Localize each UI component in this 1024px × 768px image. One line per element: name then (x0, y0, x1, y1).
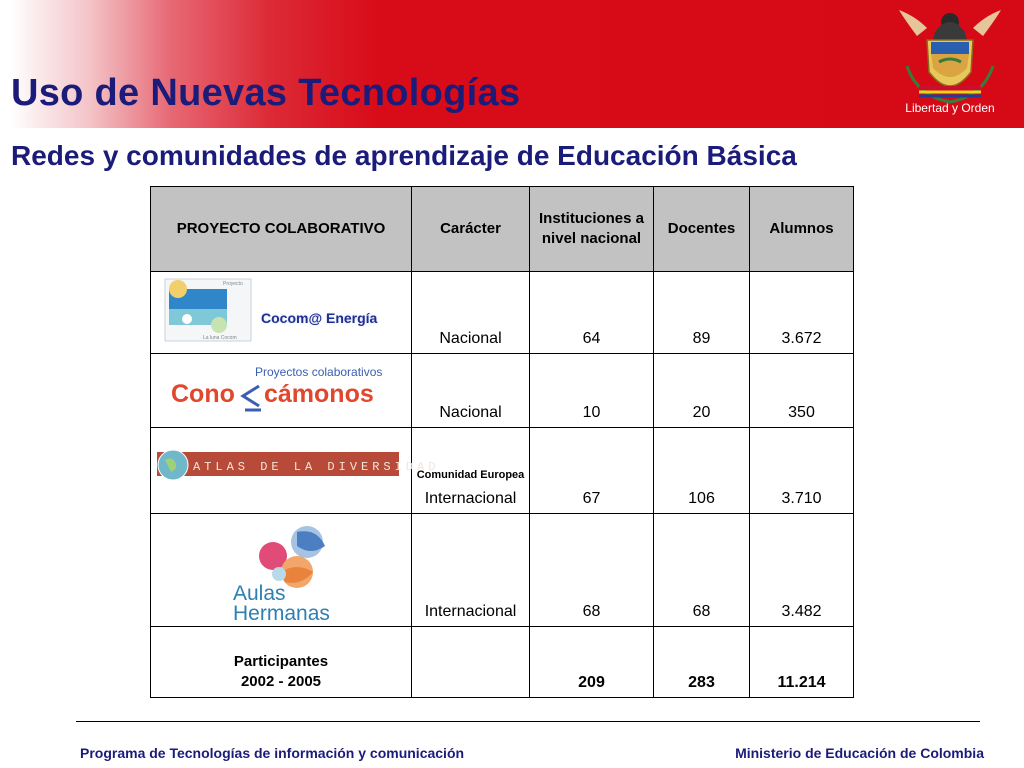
instituciones-cell: 67 (530, 428, 654, 514)
atlas-logo-text: ATLAS DE LA DIVERSIDAD (193, 460, 440, 474)
conocamonos-right-text: cámonos (264, 380, 374, 408)
caracter-cell: Nacional (412, 272, 530, 354)
projects-table (150, 186, 854, 698)
table-row (151, 272, 854, 354)
instituciones-cell: 68 (530, 514, 654, 627)
project-cell-atlas (151, 428, 440, 514)
footer-program-text: Programa de Tecnologías de información y comunicación (80, 745, 465, 761)
table-row (151, 514, 854, 627)
totals-docentes-cell: 283 (654, 627, 750, 698)
cocom-energia-label: Cocom@ Energía (261, 310, 378, 326)
cocom-energia-logo-icon (163, 277, 255, 345)
caracter-value: Internacional (424, 490, 517, 507)
instituciones-cell: 64 (530, 272, 654, 354)
project-cell-cocom (151, 272, 412, 354)
page-title: Uso de Nuevas Tecnologías (11, 72, 521, 114)
aulas-hermanas-logo-icon (231, 522, 341, 625)
project-cell-aulas (151, 514, 412, 627)
svg-text:La luna Cocom: La luna Cocom (203, 335, 237, 341)
totals-caracter-cell (412, 627, 530, 698)
footer-divider (76, 721, 980, 722)
caracter-cell: Nacional (412, 354, 530, 428)
table-row (151, 428, 854, 514)
conocamonos-logo-icon (151, 364, 401, 418)
header-alumnos: Alumnos (750, 187, 854, 272)
footer-ministry-text: Ministerio de Educación de Colombia (735, 745, 984, 761)
docentes-cell: 68 (654, 514, 750, 627)
docentes-cell: 89 (654, 272, 750, 354)
table-header-row (151, 187, 854, 272)
caracter-cell: Internacional (412, 514, 530, 627)
svg-text:Proyecto: Proyecto (223, 281, 243, 287)
alumnos-cell: 350 (750, 354, 854, 428)
alumnos-cell: 3.710 (750, 428, 854, 514)
aulas-line2: Hermanas (233, 602, 330, 625)
header-docentes: Docentes (654, 187, 750, 272)
header-proyecto: PROYECTO COLABORATIVO (151, 187, 412, 272)
totals-label-line2: 2002 - 2005 (240, 673, 322, 690)
instituciones-cell: 10 (530, 354, 654, 428)
atlas-diversidad-logo-icon (157, 448, 440, 482)
header-instituciones: Instituciones a nivel nacional (530, 187, 654, 272)
caracter-note: Comunidad Europea (416, 469, 525, 481)
table-row (151, 354, 854, 428)
totals-instituciones-cell: 209 (530, 627, 654, 698)
docentes-cell: 106 (654, 428, 750, 514)
conocamonos-left-text: Cono (171, 380, 235, 408)
alumnos-cell: 3.672 (750, 272, 854, 354)
project-cell-conocamonos (151, 354, 412, 428)
docentes-cell: 20 (654, 354, 750, 428)
totals-label-line1: Participantes (233, 653, 329, 670)
page-subtitle: Redes y comunidades de aprendizaje de Educación Básica (11, 140, 797, 171)
aulas-line1: Aulas (233, 582, 286, 605)
totals-alumnos-cell: 11.214 (750, 627, 854, 698)
header-caracter: Carácter (412, 187, 530, 272)
totals-label-cell (151, 627, 412, 698)
crest-caption: Libertad y Orden (905, 101, 995, 115)
totals-row (151, 627, 854, 698)
conocamonos-top-text: Proyectos colaborativos (255, 365, 383, 379)
alumnos-cell: 3.482 (750, 514, 854, 627)
